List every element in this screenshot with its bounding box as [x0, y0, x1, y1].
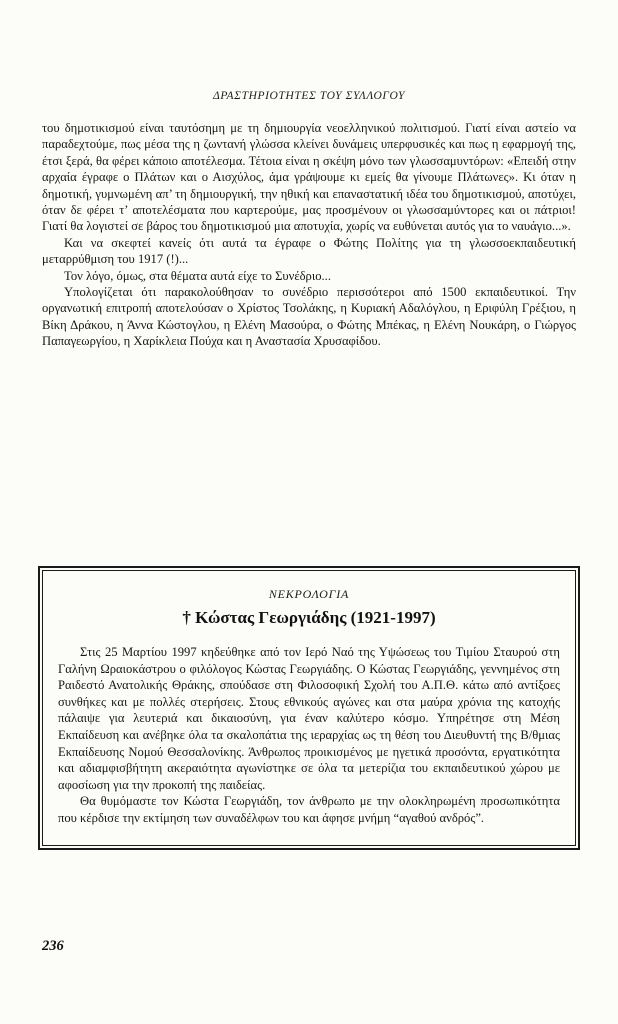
main-text-block — [42, 120, 576, 350]
body-paragraph: Τον λόγο, όμως, στα θέματα αυτά είχε το Συνέδριο... — [64, 268, 331, 283]
obituary-title: † Κώστας Γεωργιάδης (1921-1997) — [182, 608, 436, 627]
obituary-section-label: ΝΕΚΡΟΛΟΓΙΑ — [268, 587, 350, 601]
running-header: ΔΡΑΣΤΗΡΙΟΤΗΤΕΣ ΤΟΥ ΣΥΛΛΟΓΟΥ — [213, 90, 405, 102]
body-paragraph: του δημοτικισμού είναι ταυτόσημη με τη δημιουργία νεοελληνικού πολιτισμού. Γιατί είναι αστείο να παραδεχτούμε, πως μέσα της η ζωντανή γλώσσα κλείνει δυνάμεις υπερφυσικές και πως η εφαρμογή της, έτσι ξερά, θα φέρει κάποιο αποτέλεσμα. Τέτοια είναι η σκέψη μόνο των γλωσσαμυντόρων: «Επειδή στην αρχαία έγραφε ο Πλάτων και ο Αισχύλος, άμα γράψουμε κι εμείς θα γίνουμε Πλάτωνες». Κι όταν η δημοτική, γυμνωμένη απ’ τη δημιουργική, την ηθική και επαναστατική ιδέα του δημοτικισμού, αποτύχει, όταν δε φέρει τ’ αποτελέσματα που καρτερούμε, μας προσμένουν οι γλωσσαμύντορες και οι πάτριοι! Γιατί θα λογιστεί σε βάρος του δημοτικισμού μια αποτυχία, χωρίς να ευθύνεται αυτός για το ναυάγιο...». — [42, 121, 576, 234]
body-paragraph: Και να σκεφτεί κανείς ότι αυτά τα έγραφε ο Φώτης Πολίτης για τη γλωσσοεκπαιδευτική μεταρρύθμιση του 1917 (!)... — [42, 235, 576, 267]
page-number: 236 — [42, 938, 64, 954]
obituary-paragraph: Θα θυμόμαστε τον Κώστα Γεωργιάδη, τον άνθρωπο με την ολοκληρωμένη προσωπικότητα που κέρδισε την εκτίμηση των συναδέλφων του και άφησε μνήμη “αγαθού ανδρός”. — [58, 794, 560, 825]
obituary-paragraph: Στις 25 Μαρτίου 1997 κηδεύθηκε από τον Ιερό Ναό της Υψώσεως του Τιμίου Σταυρού στη Γαλήνη Ωραιοκάστρου ο φιλόλογος Κώστας Γεωργιάδης. Ο Κώστας Γεωργιάδης, γεννημένος στη Ραιδεστό Ανατολικής Θράκης, σπούδασε στη Φιλοσοφική Σχολή του Α.Π.Θ. κάτω από αντίξοες συνθήκες και με πολλές στερήσεις. Στους εθνικούς αγώνες και στα μαύρα χρόνια της κατοχής πάλαιψε για λευτεριά και δικαιοσύνη, για έναν καλύτερο κόσμο. Υπηρέτησε στη Μέση Εκπαίδευση και ανέβηκε όλα τα σκαλοπάτια της ιεραρχίας ως τη θέση του Διευθυντή της Β/θμιας Εκπαίδευσης Νομού Θεσσαλονίκης. Άνθρωπος προικισμένος με ηγετικά προσόντα, εργατικότητα και αδιαμφισβήτητη ακεραιότητα αγωνίστηκε σε όλα τα μετερίζια του εκπαιδευτικού χώρου με αφοσίωση για την προκοπή της παιδείας. — [58, 645, 560, 792]
obituary-box-inner — [42, 570, 576, 846]
body-paragraph: Υπολογίζεται ότι παρακολούθησαν το συνέδριο περισσότεροι από 1500 εκπαιδευτικοί. Την οργανωτική επιτροπή αποτελούσαν ο Χρίστος Τσολάκης, η Κυριακή Αδαλόγλου, η Εριφύλη Γρέξιου, η Βίκη Δράκου, η Άννα Κώστογλου, η Ελένη Μασούρα, ο Φώτης Μπέκας, η Ελένη Νουκάρη, ο Γιώργος Παπαγεωργίου, η Χαρίκλεια Πούχα και η Αναστασία Χρυσαφίδου. — [42, 285, 576, 349]
obituary-text-block — [58, 644, 560, 827]
obituary-box — [38, 566, 580, 850]
